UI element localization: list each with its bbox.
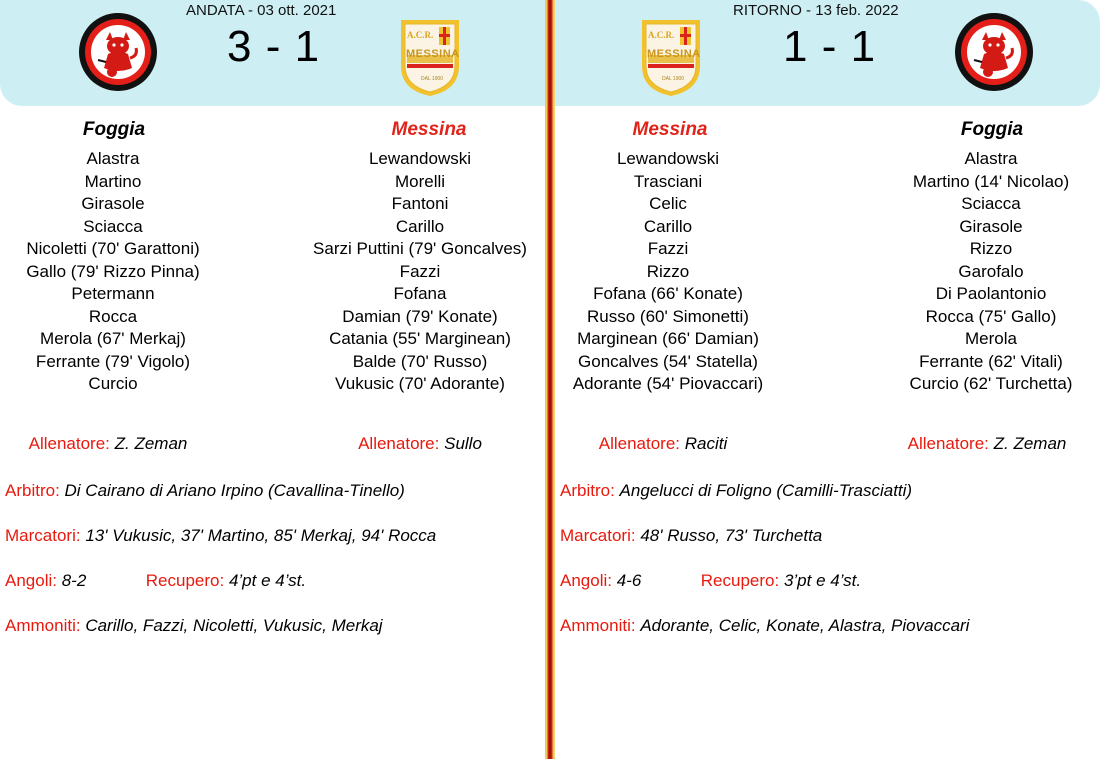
andata-panel — [0, 0, 545, 759]
ritorno-home-coach — [599, 434, 728, 454]
andata-scorers — [5, 526, 436, 546]
andata-date-label: ANDATA - 03 ott. 2021 — [186, 2, 337, 19]
andata-away-lineup — [313, 148, 527, 396]
lineup-player: Lewandowski — [368, 149, 472, 168]
lineup-player: Fazzi — [399, 261, 441, 281]
scorers-label: Marcatori: — [5, 526, 81, 545]
lineup-player: Balde (70' Russo) — [352, 351, 488, 371]
lineup-player: Sciacca — [961, 194, 1021, 213]
lineup-player: Catania (55' Marginean) — [329, 329, 511, 348]
lineup-player: Russo (60' Simonetti) — [587, 306, 749, 326]
lineup-player: Morelli — [394, 171, 446, 191]
lineup-player: Fofana (66' Konate) — [593, 284, 743, 303]
lineup-player: Rocca — [88, 306, 138, 326]
coach-name: Z. Zeman — [114, 434, 188, 453]
lineup-player: Girasole — [81, 194, 145, 213]
ritorno-home-lineup — [573, 148, 763, 396]
ritorno-bookings — [560, 616, 969, 636]
foggia-logo-icon — [78, 12, 158, 92]
andata-score: 3 - 1 — [227, 22, 321, 71]
ritorno-score: 1 - 1 — [783, 22, 877, 71]
messina-logo-acr-text: A.C.R. — [407, 30, 434, 40]
lineup-player: Merola — [965, 329, 1017, 348]
scorers-label: Marcatori: — [560, 526, 636, 545]
lineup-player: Rizzo — [646, 261, 690, 281]
andata-corners-row — [5, 571, 306, 591]
center-divider — [545, 0, 555, 759]
lineup-player: Carillo — [643, 216, 693, 236]
lineup-player: Sarzi Puttini (79' Goncalves) — [313, 239, 527, 258]
referee-value: Di Cairano di Ariano Irpino (Cavallina-Tinello) — [64, 481, 405, 500]
andata-away-team-name: Messina — [391, 119, 467, 140]
coach-label: Allenatore: — [28, 434, 110, 453]
lineup-player: Damian (79' Konate) — [342, 306, 498, 326]
lineup-player: Trasciani — [633, 171, 703, 191]
lineup-player: Fantoni — [391, 194, 449, 213]
messina-logo-year-text: DAL 1900 — [662, 76, 685, 82]
lineup-player: Gallo (79' Rizzo Pinna) — [26, 261, 200, 281]
lineup-player: Di Paolantonio — [935, 284, 1047, 303]
andata-bookings — [5, 616, 383, 636]
ritorno-panel — [555, 0, 1100, 759]
stoppage-value: 3’pt e 4’st. — [783, 571, 862, 590]
andata-home-team-name: Foggia — [82, 119, 146, 140]
lineup-player: Fazzi — [647, 239, 689, 258]
lineup-player: Ferrante (62' Vitali) — [919, 351, 1063, 371]
coach-name: Sullo — [444, 434, 482, 453]
lineup-player: Rizzo — [969, 239, 1013, 258]
lineup-player: Fofana — [393, 284, 447, 303]
coach-name: Z. Zeman — [993, 434, 1067, 453]
referee-label: Arbitro: — [5, 481, 60, 500]
coach-label: Allenatore: — [598, 434, 681, 453]
lineup-player: Rocca (75' Gallo) — [925, 306, 1057, 326]
lineup-player: Carillo — [395, 216, 445, 236]
lineup-player: Garofalo — [958, 261, 1024, 281]
andata-header — [0, 0, 545, 106]
ritorno-date-label: RITORNO - 13 feb. 2022 — [733, 2, 899, 19]
lineup-player: Martino — [84, 171, 142, 191]
stoppage-label: Recupero: — [700, 571, 780, 590]
ritorno-away-coach — [908, 434, 1067, 454]
ritorno-scorers — [560, 526, 822, 546]
lineup-player: Alastra — [964, 149, 1018, 168]
ritorno-away-team-name: Foggia — [960, 119, 1024, 140]
lineup-player: Marginean (66' Damian) — [577, 329, 759, 348]
stoppage-label: Recupero: — [145, 571, 225, 590]
bookings-value: Adorante, Celic, Konate, Alastra, Piovaccari — [640, 616, 970, 635]
coach-label: Allenatore: — [907, 434, 989, 453]
bookings-label: Ammoniti: — [5, 616, 81, 635]
corners-value: 8-2 — [61, 571, 87, 590]
andata-home-lineup — [26, 148, 199, 396]
andata-home-coach — [29, 434, 188, 454]
ritorno-corners-row — [560, 571, 861, 591]
messina-logo-year-text: DAL 1900 — [421, 76, 444, 82]
messina-logo-name-text: MESSINA — [406, 48, 460, 60]
lineup-player: Celic — [649, 194, 687, 213]
lineup-player: Nicoletti (70' Garattoni) — [26, 239, 200, 258]
lineup-player: Curcio — [88, 374, 138, 393]
scorers-value: 13' Vukusic, 37' Martino, 85' Merkaj, 94' Rocca — [85, 526, 437, 545]
scorers-value: 48' Russo, 73' Turchetta — [640, 526, 823, 545]
corners-label: Angoli: — [5, 571, 57, 590]
ritorno-referee — [560, 481, 912, 501]
messina-logo-icon — [399, 18, 461, 98]
bookings-value: Carillo, Fazzi, Nicoletti, Vukusic, Merkaj — [85, 616, 383, 635]
ritorno-home-team-name: Messina — [632, 119, 708, 140]
coach-name: Raciti — [684, 434, 728, 453]
lineup-player: Goncalves (54' Statella) — [578, 351, 758, 371]
stoppage-value: 4’pt e 4’st. — [228, 571, 307, 590]
ritorno-away-lineup — [910, 148, 1073, 396]
lineup-player: Sciacca — [83, 216, 143, 236]
lineup-player: Curcio (62' Turchetta) — [909, 374, 1073, 393]
lineup-player: Lewandowski — [616, 149, 720, 168]
andata-referee — [5, 481, 405, 501]
lineup-player: Alastra — [86, 149, 140, 168]
lineup-player: Vukusic (70' Adorante) — [335, 374, 505, 393]
corners-value: 4-6 — [616, 571, 642, 590]
lineup-player: Martino (14' Nicolao) — [912, 171, 1070, 191]
lineup-player: Petermann — [71, 284, 155, 303]
corners-label: Angoli: — [560, 571, 612, 590]
lineup-player: Merola (67' Merkaj) — [40, 329, 186, 348]
referee-value: Angelucci di Foligno (Camilli-Trasciatti) — [619, 481, 913, 500]
ritorno-header — [555, 0, 1100, 106]
messina-logo-icon — [640, 18, 702, 98]
lineup-player: Adorante (54' Piovaccari) — [572, 374, 764, 393]
messina-logo-name-text: MESSINA — [647, 48, 701, 60]
referee-label: Arbitro: — [560, 481, 615, 500]
bookings-label: Ammoniti: — [560, 616, 636, 635]
messina-logo-acr-text: A.C.R. — [648, 30, 675, 40]
lineup-player: Ferrante (79' Vigolo) — [35, 351, 191, 371]
coach-label: Allenatore: — [358, 434, 440, 453]
foggia-logo-icon — [954, 12, 1034, 92]
andata-away-coach — [358, 434, 482, 454]
lineup-player: Girasole — [959, 216, 1023, 236]
